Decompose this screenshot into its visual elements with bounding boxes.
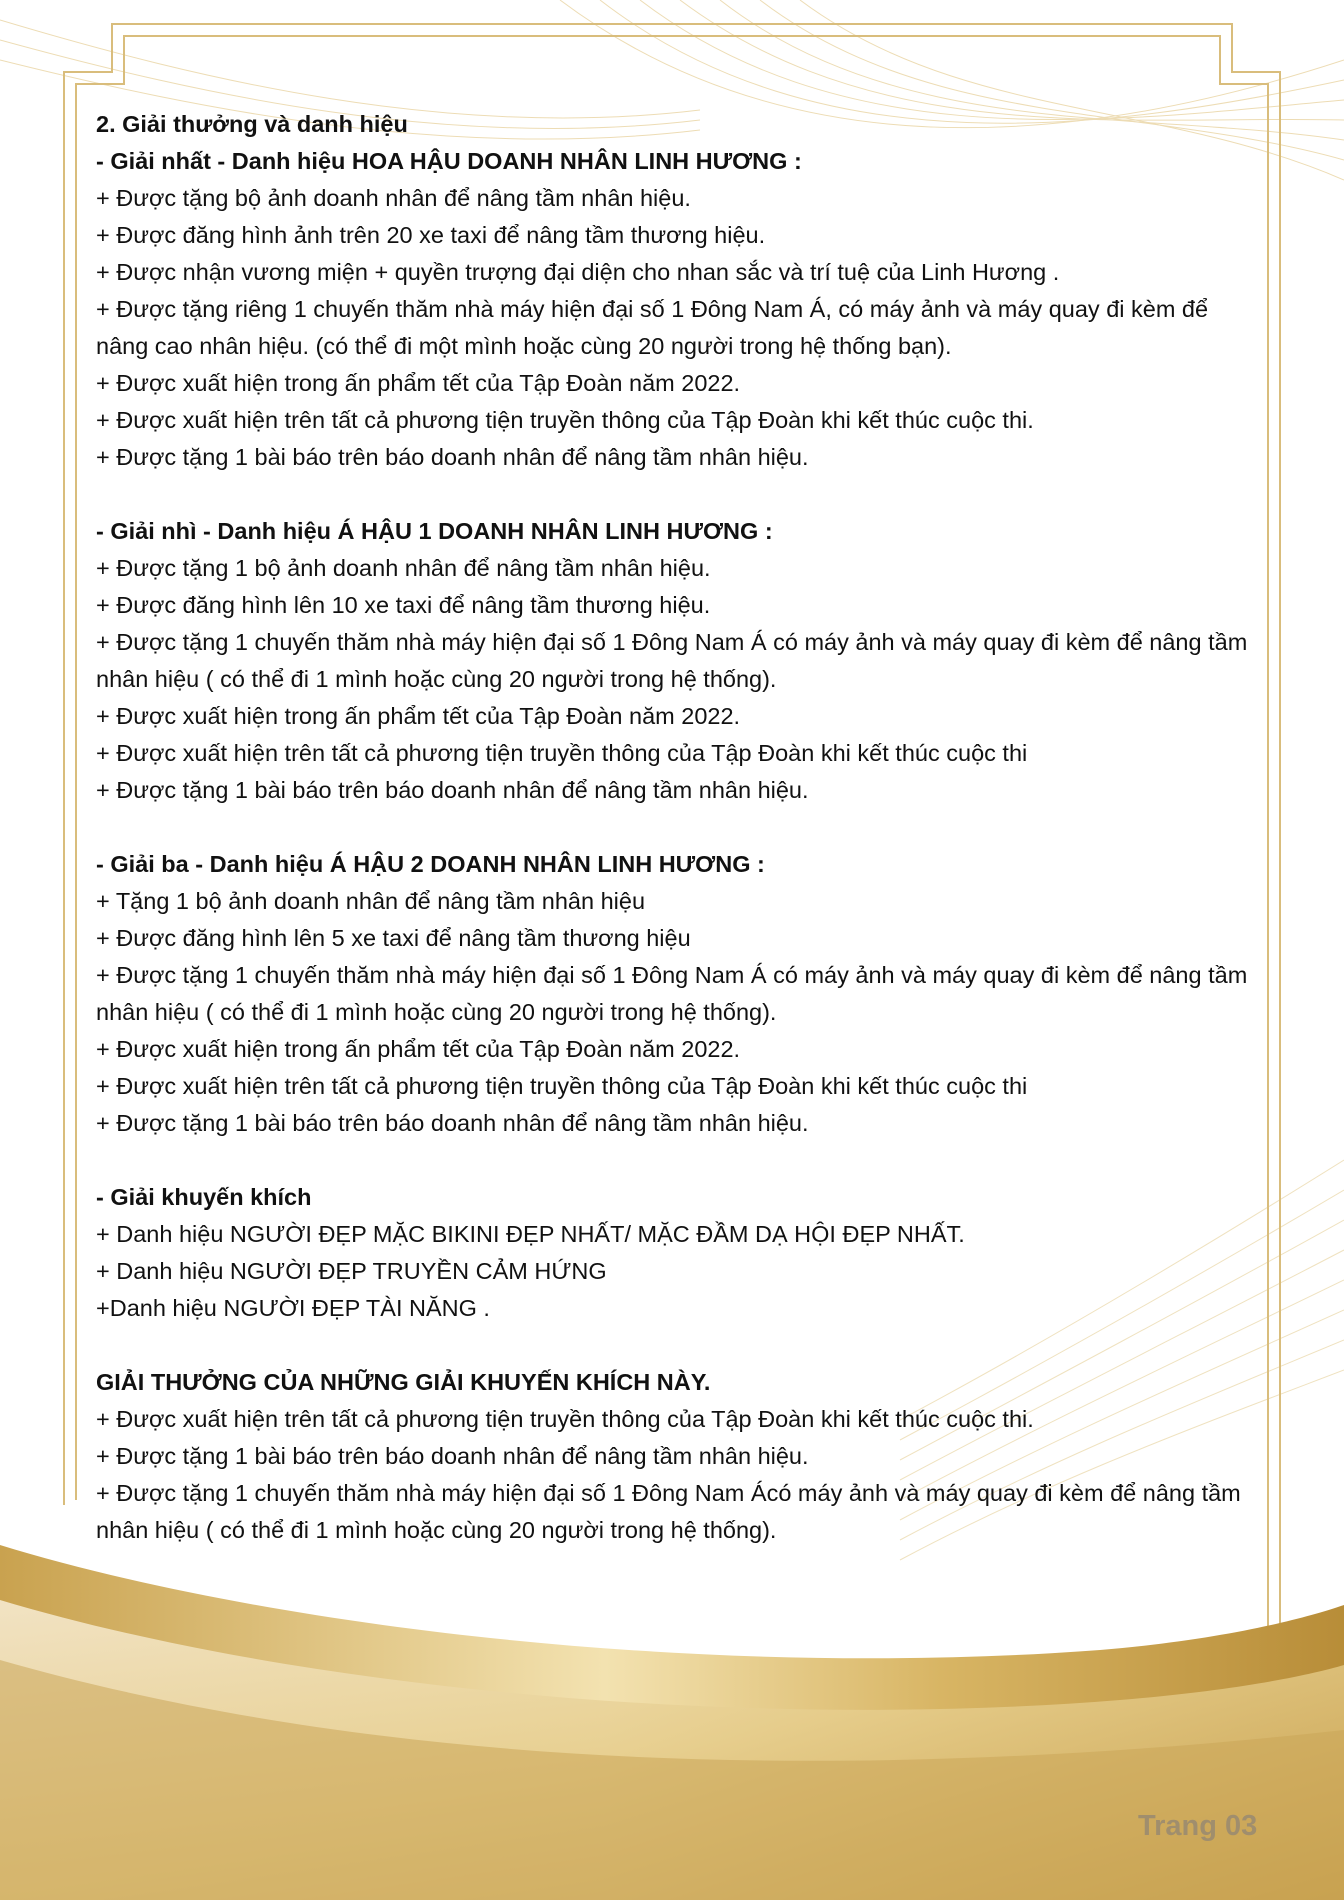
spacer bbox=[96, 1327, 1256, 1364]
section-encouragement-rewards bbox=[96, 1364, 1256, 1549]
list-item: + Được tặng 1 bài báo trên báo doanh nhân để nâng tầm nhân hiệu. bbox=[96, 777, 809, 803]
list-item: + Được xuất hiện trên tất cả phương tiện truyền thông của Tập Đoàn khi kết thúc cuộc thi bbox=[96, 1073, 1028, 1099]
spacer bbox=[96, 809, 1256, 846]
document-content bbox=[96, 106, 1256, 1549]
spacer bbox=[96, 476, 1256, 513]
list-item: + Được đăng hình lên 5 xe taxi để nâng tầm thương hiệu bbox=[96, 925, 691, 951]
list-item: + Được tặng 1 bài báo trên báo doanh nhân để nâng tầm nhân hiệu. bbox=[96, 1110, 809, 1136]
list-item: + Được tặng 1 chuyến thăm nhà máy hiện đại số 1 Đông Nam Ácó máy ảnh và máy quay đi kèm để nâng tầm nhân hiệu ( có thể đi 1 mình hoặc cùng 20 người trong hệ thống). bbox=[96, 1480, 1241, 1543]
section-encouragement-prize bbox=[96, 1179, 1256, 1327]
page-number: Trang 03 bbox=[1138, 1810, 1258, 1842]
list-item: + Được xuất hiện trên tất cả phương tiện truyền thông của Tập Đoàn khi kết thúc cuộc thi bbox=[96, 740, 1028, 766]
list-item: + Danh hiệu NGƯỜI ĐẸP TRUYỀN CẢM HỨNG bbox=[96, 1258, 607, 1284]
list-item: + Được xuất hiện trên tất cả phương tiện truyền thông của Tập Đoàn khi kết thúc cuộc thi. bbox=[96, 407, 1034, 433]
section-heading: - Giải nhất - Danh hiệu HOA HẬU DOANH NHÂN LINH HƯƠNG : bbox=[96, 148, 802, 174]
list-item: + Được nhận vương miện + quyền trượng đại diện cho nhan sắc và trí tuệ của Linh Hương . bbox=[96, 259, 1060, 285]
list-item: +Danh hiệu NGƯỜI ĐẸP TÀI NĂNG . bbox=[96, 1295, 490, 1321]
list-item: + Được tặng 1 bài báo trên báo doanh nhân để nâng tầm nhân hiệu. bbox=[96, 1443, 809, 1469]
spacer bbox=[96, 1142, 1256, 1179]
page-title: 2. Giải thưởng và danh hiệu bbox=[96, 111, 408, 137]
list-item: + Được tặng riêng 1 chuyến thăm nhà máy hiện đại số 1 Đông Nam Á, có máy ảnh và máy quay đi kèm để nâng cao nhân hiệu. (có thể đi một mình hoặc cùng 20 người trong hệ thống bạn). bbox=[96, 296, 1209, 359]
list-item: + Được tặng 1 chuyến thăm nhà máy hiện đại số 1 Đông Nam Á có máy ảnh và máy quay đi kèm để nâng tầm nhân hiệu ( có thể đi 1 mình hoặc cùng 20 người trong hệ thống). bbox=[96, 962, 1248, 1025]
section-first-prize bbox=[96, 143, 1256, 476]
section-second-prize bbox=[96, 513, 1256, 809]
section-third-prize bbox=[96, 846, 1256, 1142]
list-item: + Được xuất hiện trên tất cả phương tiện truyền thông của Tập Đoàn khi kết thúc cuộc thi. bbox=[96, 1406, 1034, 1432]
section-heading: - Giải nhì - Danh hiệu Á HẬU 1 DOANH NHÂN LINH HƯƠNG : bbox=[96, 518, 773, 544]
list-item: + Được tặng 1 bài báo trên báo doanh nhân để nâng tầm nhân hiệu. bbox=[96, 444, 809, 470]
list-item: + Được xuất hiện trong ấn phẩm tết của Tập Đoàn năm 2022. bbox=[96, 703, 741, 729]
list-item: + Được tặng 1 chuyến thăm nhà máy hiện đại số 1 Đông Nam Á có máy ảnh và máy quay đi kèm để nâng tầm nhân hiệu ( có thể đi 1 mình hoặc cùng 20 người trong hệ thống). bbox=[96, 629, 1248, 692]
list-item: + Được xuất hiện trong ấn phẩm tết của Tập Đoàn năm 2022. bbox=[96, 370, 741, 396]
list-item: + Được đăng hình lên 10 xe taxi để nâng tầm thương hiệu. bbox=[96, 592, 711, 618]
section-heading: GIẢI THƯỞNG CỦA NHỮNG GIẢI KHUYẾN KHÍCH NÀY. bbox=[96, 1369, 711, 1395]
list-item: + Danh hiệu NGƯỜI ĐẸP MẶC BIKINI ĐẸP NHẤT/ MẶC ĐẦM DẠ HỘI ĐẸP NHẤT. bbox=[96, 1221, 965, 1247]
list-item: + Được đăng hình ảnh trên 20 xe taxi để nâng tầm thương hiệu. bbox=[96, 222, 766, 248]
section-heading: - Giải ba - Danh hiệu Á HẬU 2 DOANH NHÂN LINH HƯƠNG : bbox=[96, 851, 765, 877]
list-item: + Tặng 1 bộ ảnh doanh nhân để nâng tầm nhân hiệu bbox=[96, 888, 646, 914]
list-item: + Được tặng 1 bộ ảnh doanh nhân để nâng tầm nhân hiệu. bbox=[96, 555, 711, 581]
list-item: + Được xuất hiện trong ấn phẩm tết của Tập Đoàn năm 2022. bbox=[96, 1036, 741, 1062]
section-heading: - Giải khuyến khích bbox=[96, 1184, 312, 1210]
list-item: + Được tặng bộ ảnh doanh nhân để nâng tầm nhân hiệu. bbox=[96, 185, 691, 211]
